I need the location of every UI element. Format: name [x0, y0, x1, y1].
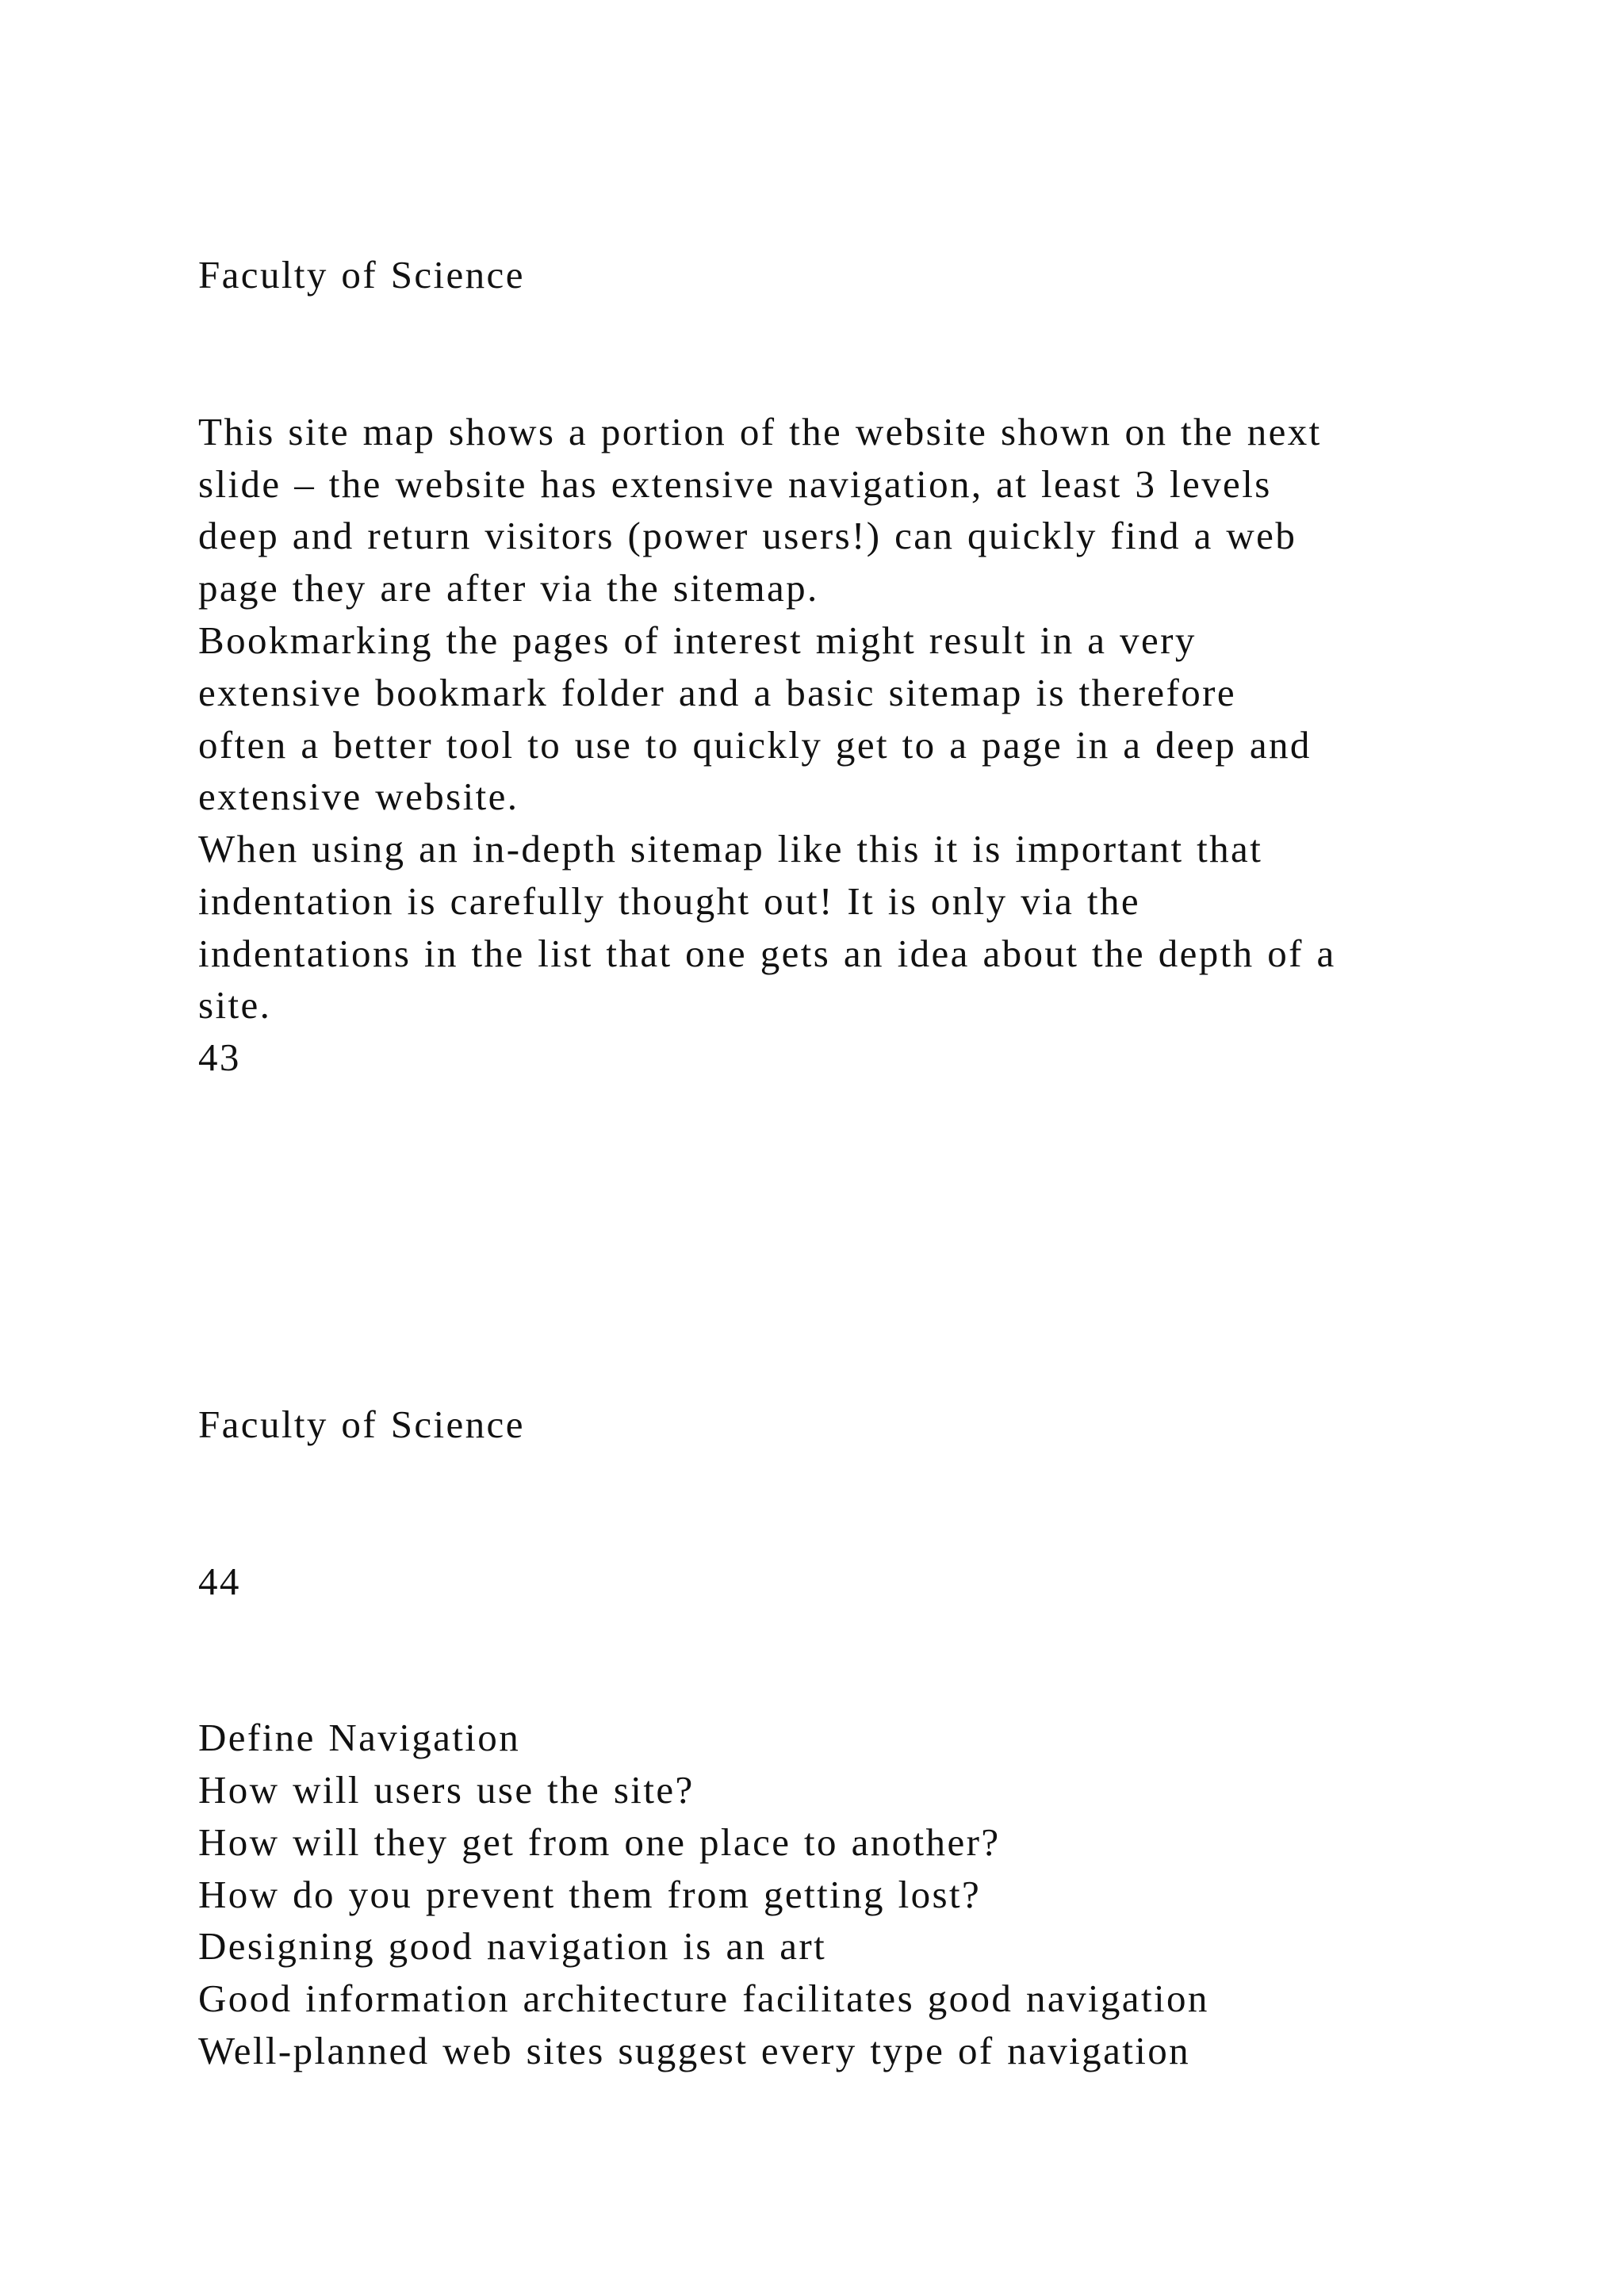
paragraph-line: Bookmarking the pages of interest might result in a very	[198, 618, 1197, 662]
paragraph-line: deep and return visitors (power users!) can quickly find a web	[198, 514, 1297, 557]
paragraph-line: indentation is carefully thought out! It is only via the	[198, 879, 1141, 923]
list-item: Designing good navigation is an art	[198, 1924, 827, 1968]
paragraph-line: This site map shows a portion of the website shown on the next	[198, 410, 1322, 453]
paragraph-line: often a better tool to use to quickly get to a page in a deep and	[198, 723, 1312, 767]
slide-header: Faculty of Science	[198, 1402, 525, 1446]
slide-header: Faculty of Science	[198, 253, 525, 297]
list-item: How will users use the site?	[198, 1768, 695, 1812]
page-number: 43	[198, 1035, 241, 1079]
paragraph-line: slide – the website has extensive navigation, at least 3 levels	[198, 462, 1272, 506]
list-item: How do you prevent them from getting lost?	[198, 1873, 982, 1916]
paragraph-line: site.	[198, 983, 272, 1027]
section-title: Define Navigation	[198, 1716, 521, 1759]
paragraph-line: page they are after via the sitemap.	[198, 566, 819, 610]
list-item: Well-planned web sites suggest every type of navigation	[198, 2029, 1191, 2072]
list-item: Good information architecture facilitates good navigation	[198, 1976, 1209, 2020]
paragraph-line: extensive bookmark folder and a basic sitemap is therefore	[198, 671, 1236, 714]
paragraph-line: extensive website.	[198, 775, 519, 818]
page-number: 44	[198, 1559, 241, 1603]
paragraph-line: indentations in the list that one gets an idea about the depth of a	[198, 932, 1336, 975]
list-item: How will they get from one place to another?	[198, 1820, 1001, 1864]
paragraph-line: When using an in-depth sitemap like this it is important that	[198, 827, 1263, 871]
